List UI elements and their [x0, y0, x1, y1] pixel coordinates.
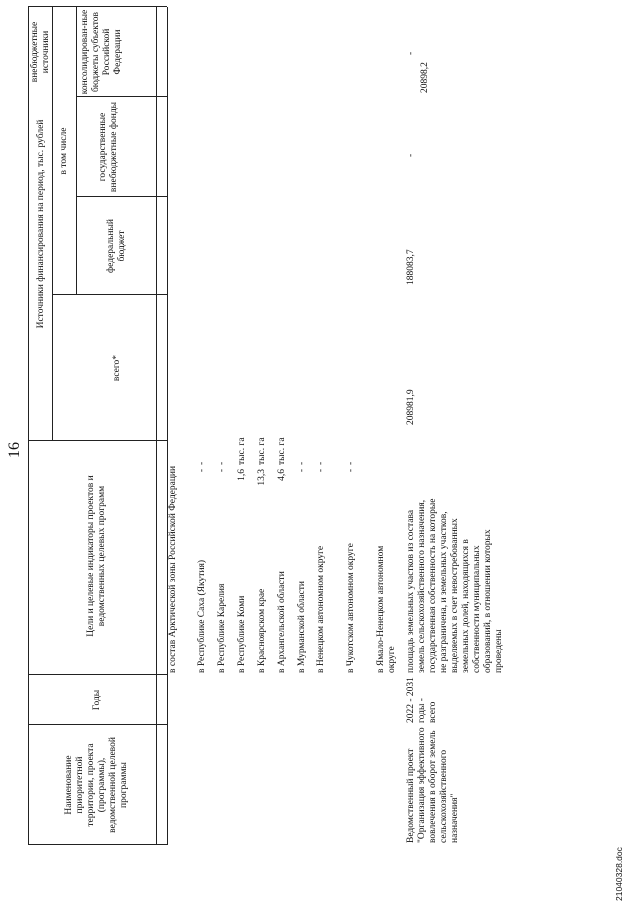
indicator-row-unit: - — [297, 461, 307, 465]
indicator-row-value: 13,3 — [257, 469, 267, 486]
project-total: 208981,9 — [406, 389, 416, 425]
project-name: Ведомственный проект "Организация эффективного вовлечения в оборот земель сельскохозяйственного назначения" — [406, 727, 460, 843]
col-border-left — [28, 844, 167, 845]
header-offbudget-sources: внебюджетные источники — [30, 21, 51, 83]
project-federal: 188083,7 — [406, 249, 416, 285]
col-border-years — [28, 724, 167, 725]
indicator-row-value: - — [197, 469, 207, 473]
header-offbudget-funds: государственные внебюджетные фонды — [98, 101, 119, 193]
project-offbudget-funds: - — [406, 153, 416, 157]
header-including: в том числе — [59, 127, 69, 175]
header-total: всего* — [112, 354, 122, 382]
table-top-border — [28, 7, 29, 845]
header-name: Наименование приоритетной территории, проекта (программы), ведомственной целевой программы — [64, 737, 129, 833]
indicator-row-label: в Республике Коми — [237, 595, 247, 673]
indicator-row-label: в Республике Карелия — [217, 583, 227, 673]
indicator-row-label: в Ненецком автономном округе — [316, 545, 326, 673]
indicator-row-value: 4,6 — [277, 469, 287, 481]
project-years: 2022 - 2031 годы - всего — [406, 677, 438, 723]
footer-file-code: 21040328.doc — [614, 847, 624, 901]
indicator-row-label: в Мурманской области — [297, 581, 307, 673]
project-regional: 20898,2 — [420, 62, 430, 93]
header-bottom-border — [156, 7, 157, 845]
indicator-row-label: в Красноярском крае — [257, 588, 267, 673]
header-years: Годы — [92, 689, 102, 711]
page-number: 16 — [6, 442, 23, 458]
header-regional: консолидирован-ные бюджеты субъектов Российской Федерации — [80, 9, 123, 95]
including-header-border — [76, 7, 77, 295]
indicator-row-unit: - — [197, 461, 207, 465]
indicator-row-unit: тыс. га — [277, 437, 287, 465]
header-sources: Источники финансирования на период, тыс. рублей — [36, 119, 46, 329]
indicator-row-unit: тыс. га — [257, 437, 267, 465]
col-border-regional — [76, 96, 167, 97]
indicator-row-label: в Архангельской области — [277, 571, 287, 673]
col-border-right — [28, 6, 167, 7]
header-numbering-border — [167, 7, 168, 845]
indicator-row-value: - — [346, 469, 356, 473]
indicator-row-value: 1,6 — [237, 469, 247, 481]
indicator-row-unit: - — [346, 461, 356, 465]
project-offbudget-sources: - — [406, 51, 416, 55]
indicator-row-value: - — [217, 469, 227, 473]
sources-header-border — [52, 7, 53, 441]
indicator-row-unit: - — [316, 461, 326, 465]
col-border-sources — [28, 440, 167, 441]
indicator-row-value: - — [316, 469, 326, 473]
project-indicator: площадь земельных участков из состава земель сельскохозяйственного назначения, государственная собственность на которые не разграничена, и земельных участков, выделяемых в счет невостребованных земельных долей, находящихся в собственности муниципальных образований, в отношении которых проведены — [406, 498, 504, 673]
header-federal: федеральный бюджет — [106, 219, 127, 273]
indicator-row-label: в Ямало-Ненецком автономном округе — [376, 545, 397, 673]
indicator-row-unit: тыс. га — [237, 437, 247, 465]
indicator-top-label: в состав Арктической зоны Российской Федерации — [168, 465, 178, 673]
indicator-row-value: - — [297, 469, 307, 473]
indicator-row-label: в Чукотском автономном округе — [346, 543, 356, 673]
col-border-goals — [28, 674, 167, 675]
header-goals: Цели и целевые индикаторы проектов и ведомственных целевых программ — [86, 475, 107, 637]
indicator-row-label: в Республике Саха (Якутия) — [197, 559, 207, 673]
indicator-row-unit: - — [217, 461, 227, 465]
col-border-funds — [76, 196, 167, 197]
